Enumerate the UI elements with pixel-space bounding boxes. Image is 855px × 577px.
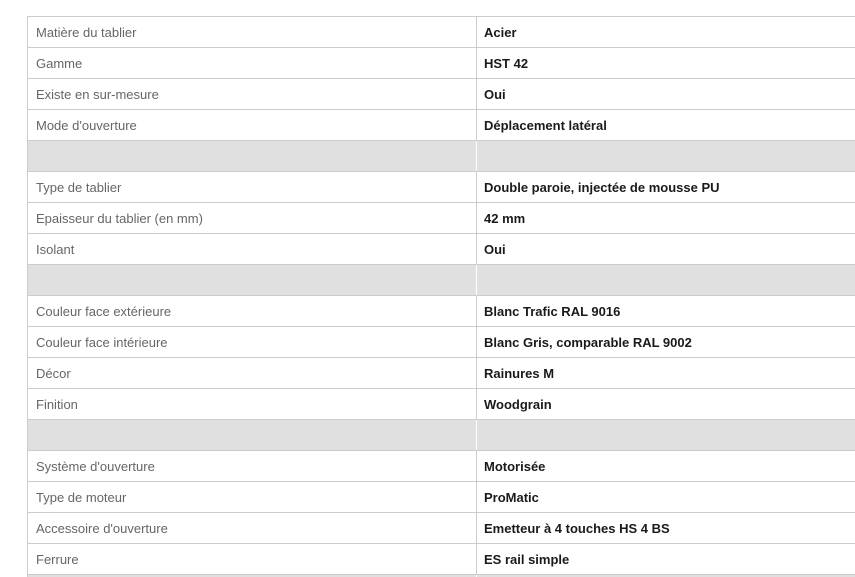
spec-label: Existe en sur-mesure [28, 79, 477, 110]
spec-value: Emetteur à 4 touches HS 4 BS [477, 513, 855, 544]
table-row [28, 234, 855, 265]
table-row [28, 110, 855, 141]
spec-label: Finition [28, 389, 477, 420]
section-separator [28, 420, 855, 451]
spec-value: Acier [477, 17, 855, 48]
table-row [28, 482, 855, 513]
table-row [28, 17, 855, 48]
spec-value: Déplacement latéral [477, 110, 855, 141]
table-row [28, 513, 855, 544]
spec-value: Motorisée [477, 451, 855, 482]
table-row [28, 48, 855, 79]
spec-label: Matière du tablier [28, 17, 477, 48]
spec-value: Blanc Trafic RAL 9016 [477, 296, 855, 327]
spec-label: Couleur face extérieure [28, 296, 477, 327]
separator-cell [477, 420, 855, 451]
section-separator [28, 265, 855, 296]
spec-label: Accessoire d'ouverture [28, 513, 477, 544]
spec-label: Type de moteur [28, 482, 477, 513]
section-separator [28, 141, 855, 172]
spec-value: ES rail simple [477, 544, 855, 575]
spec-label: Décor [28, 358, 477, 389]
spec-value: Woodgrain [477, 389, 855, 420]
spec-label: Epaisseur du tablier (en mm) [28, 203, 477, 234]
spec-value: HST 42 [477, 48, 855, 79]
spec-label: Mode d'ouverture [28, 110, 477, 141]
table-row [28, 172, 855, 203]
spec-value: Blanc Gris, comparable RAL 9002 [477, 327, 855, 358]
specs-table [27, 16, 855, 577]
spec-value: 42 mm [477, 203, 855, 234]
separator-cell [477, 265, 855, 296]
product-specs-section [27, 16, 855, 577]
spec-value: Rainures M [477, 358, 855, 389]
table-row [28, 203, 855, 234]
separator-cell [28, 420, 477, 451]
table-row [28, 327, 855, 358]
spec-label: Isolant [28, 234, 477, 265]
spec-value: Double paroie, injectée de mousse PU [477, 172, 855, 203]
separator-cell [28, 141, 477, 172]
separator-cell [28, 265, 477, 296]
spec-value: Oui [477, 234, 855, 265]
spec-label: Couleur face intérieure [28, 327, 477, 358]
spec-label: Gamme [28, 48, 477, 79]
table-row [28, 451, 855, 482]
separator-cell [477, 141, 855, 172]
table-row [28, 544, 855, 575]
spec-value: Oui [477, 79, 855, 110]
table-row [28, 296, 855, 327]
table-row [28, 79, 855, 110]
spec-value: ProMatic [477, 482, 855, 513]
spec-label: Système d'ouverture [28, 451, 477, 482]
spec-label: Type de tablier [28, 172, 477, 203]
table-row [28, 358, 855, 389]
table-row [28, 389, 855, 420]
spec-label: Ferrure [28, 544, 477, 575]
